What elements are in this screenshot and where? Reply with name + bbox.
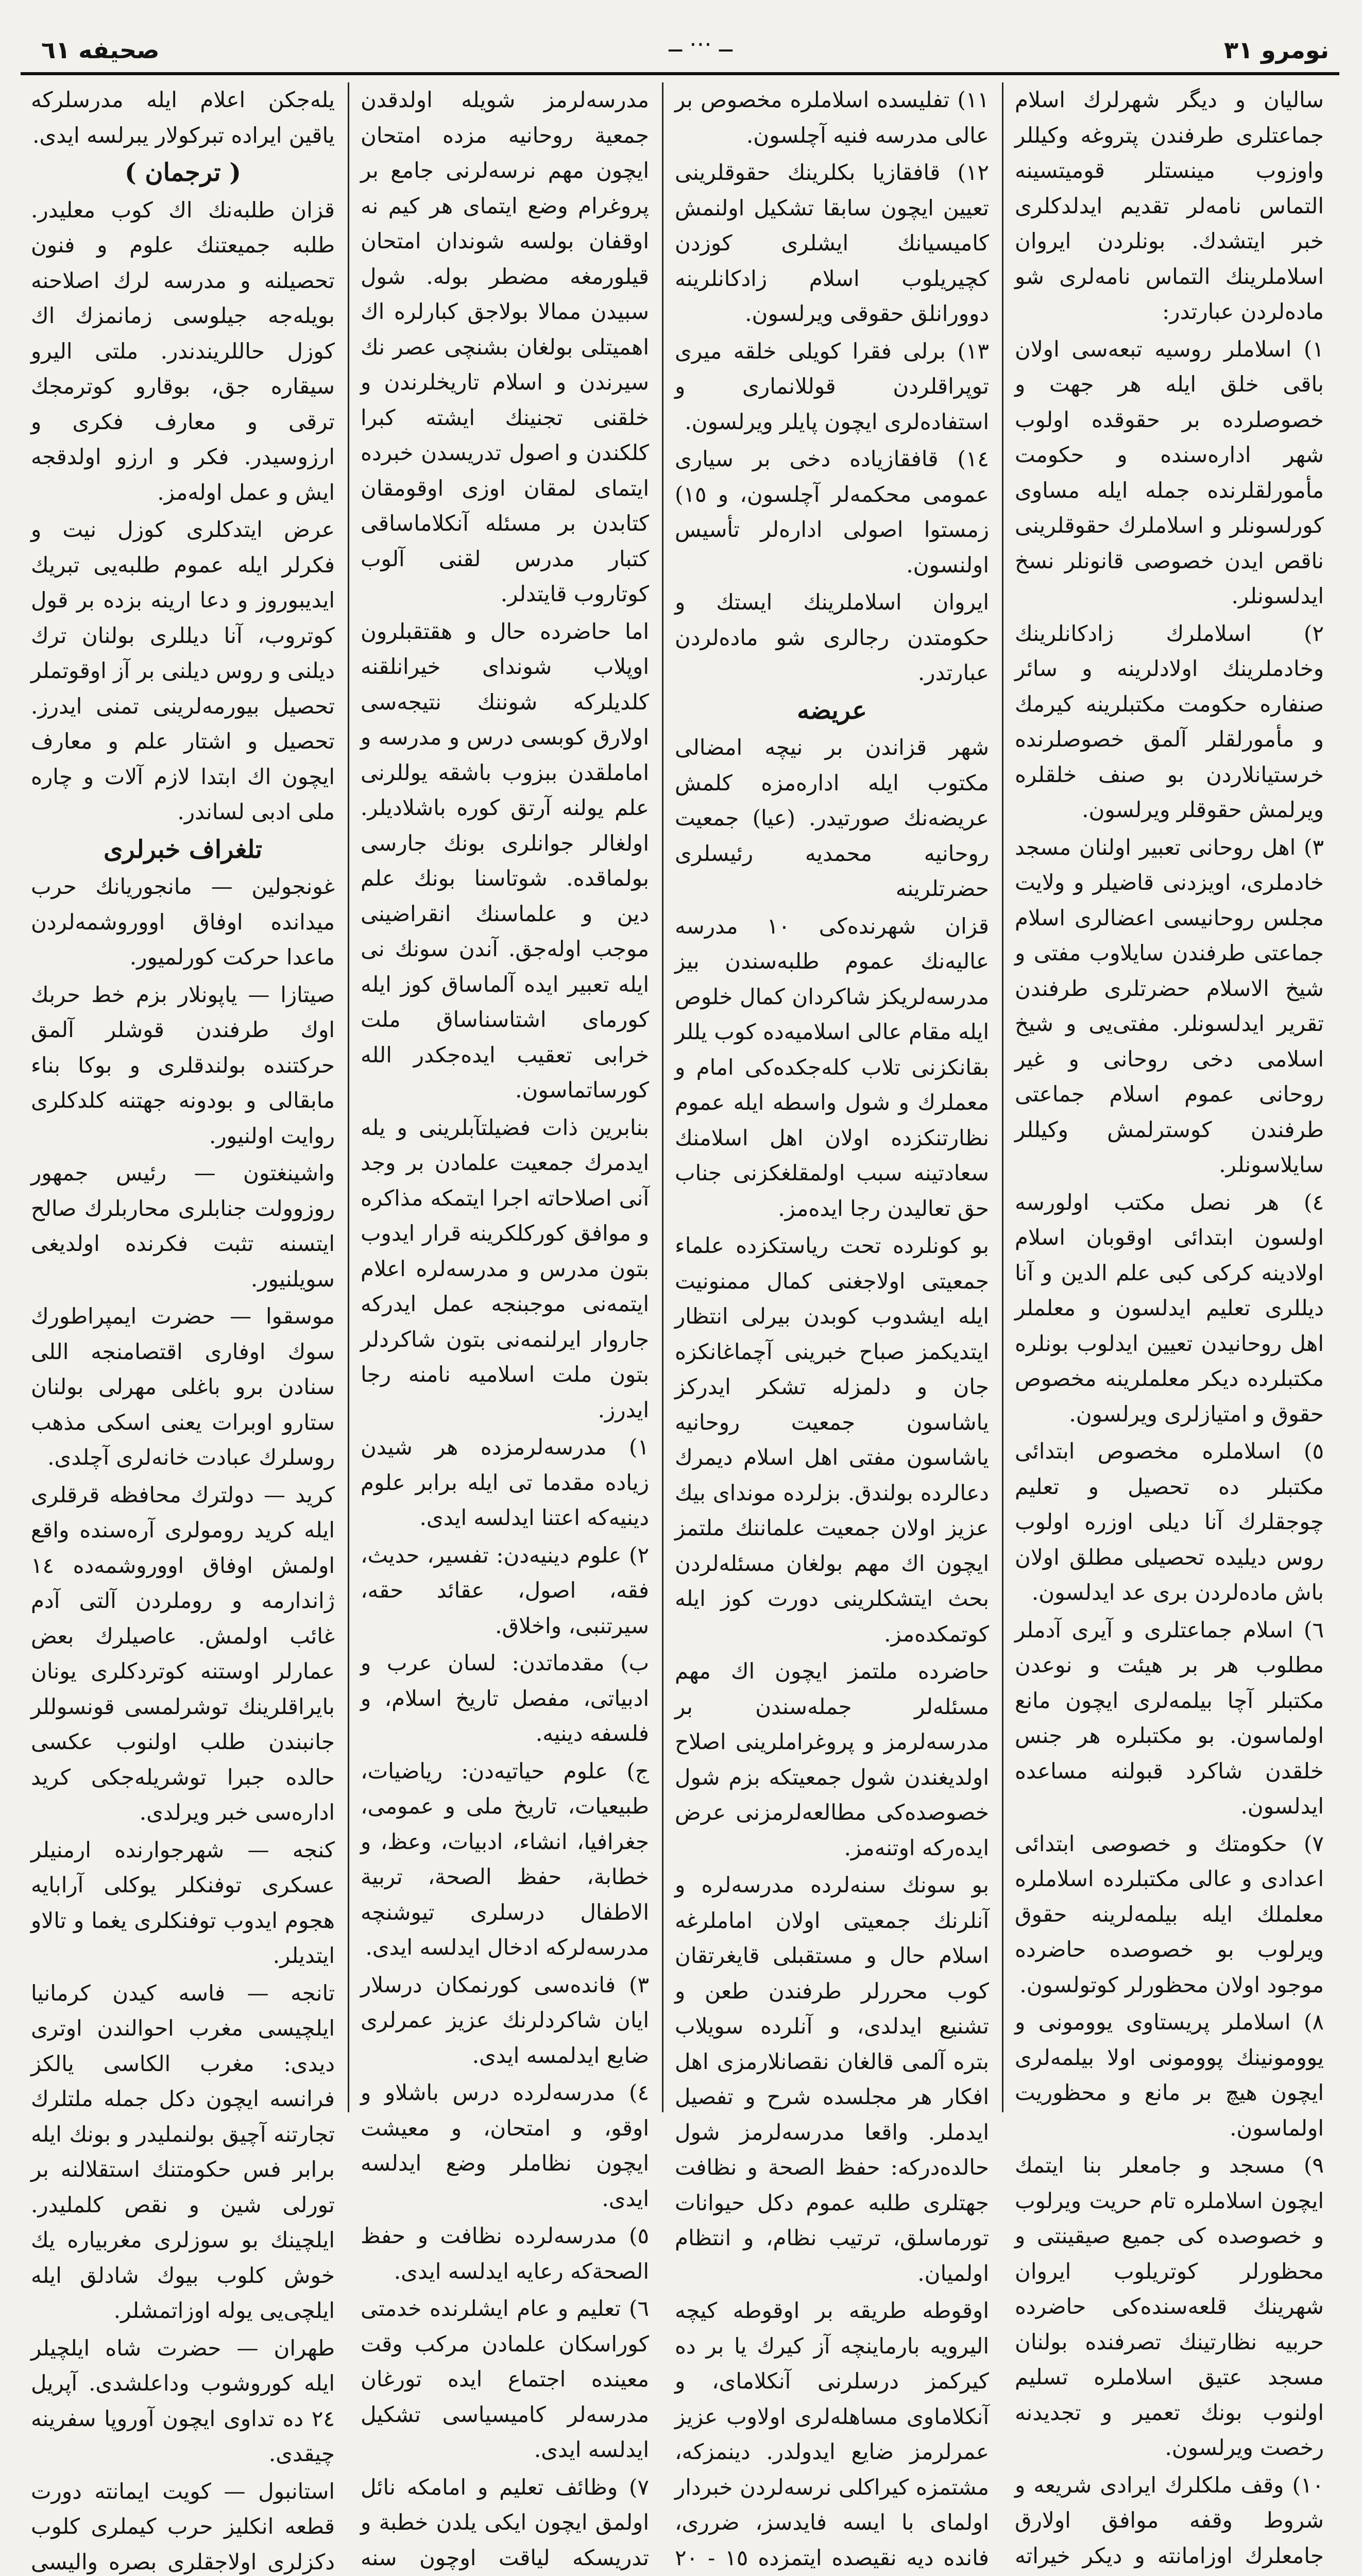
article-paragraph: واشینغتون — رئیس جمهور روزوولت جنابلری محاربلرك صالح ایتسنه تثبت فکرنده اولدیغی سویلنیور. [31, 1156, 335, 1297]
article-paragraph: اوقوطه طریقه بر اوقوطه کیچه الیرویه بارماینچه آز کیرك یا بر ده کیرکمز درسلرنی آنکلامای، و آنکلاماوی مساهله‌لری اولاوب عزیز عمرلرمز ضایع ایدولدر. دینمزکه، مشتمزه کیراکلی نرسه‌لردن خبردار اولمای با ایسه فایدسز، ضرری، فانده دیه نقیصده ایتمزده ١٥ - ٢٠ [675, 2293, 989, 2576]
column-4 [31, 82, 335, 2112]
masthead-ornament: ــ ⋯ ــ [587, 31, 814, 67]
article-paragraph: ١٠) وقف ملکلرك ایرادی شریعه و شروط وقفه موافق اولارق جامعلرك اوزامانته و دیکر خیراته [1015, 2468, 1324, 2576]
column-2 [675, 82, 989, 2112]
article-paragraph: ١٤) قافقازیاده دخی بر سیاری عمومی محکمه‌لر آچلسون، و ١٥) زمستوا اصولی اداره‌لر تأسیس اولنسون. [675, 442, 989, 583]
page-number: صحیفه ٦١ [41, 36, 160, 64]
section-heading: تلغراف خبرلری [31, 832, 335, 868]
article-paragraph: حاضرده ملتمز ایچون اك مهم مسئله‌لر جمله‌سندن بر مدرسه‌لرمز و پروغراملرینی اصلاح اولدیغندن شول جمعیتکه بزم شول خصوصده‌کی مطالعه‌لرمزنی عرض ایده‌رکه اوتنه‌مز. [675, 1654, 989, 1866]
section-heading: عریضه [675, 693, 989, 728]
article-paragraph: اما حاضرده حال و هقتقبلرون اوپلاب شوندای خیرانلقنه کلدیلرکه شوننك نتیجه‌سی اولارق کوبسی درس و مدرسه و اماملقدن ببزوب باشقه یوللرنی علم یولنه آرتق کوره باشلادیلر. اولغالر جوانلری بونك جارسی بولماقده. شوتاسنا بونك علم دین و علماسنك انقراضینی موجب اوله‌جق. آندن سونك نی ایله تعبیر ایده آلماساق کوز ایله کورمای اشتاسناساق ملت خرابی تعقیب ایده‌جکدر الله کورساتماسون. [361, 614, 649, 1108]
article-paragraph: ٤) مدرسه‌لرده درس باشلاو و اوقو، و امتحان، و معیشت ایچون نظاملر وضع ایدلسه ایدی. [361, 2075, 649, 2216]
article-paragraph: قزان طلبه‌نك اك کوب معلیدر. طلبه جمیعتنك علوم و فنون تحصیلنه و مدرسه لرك اصلاحنه بویله‌جه جیلوسی زمانمزك اك کوزل حاللریندندر. ملتی الیرو سیقاره جق، بوقارو کوترمجك ترقی و معارف فکری و ارزوسیدر. فکر و ارزو اولدقجه ایش و عمل اوله‌مز. [31, 193, 335, 511]
article-paragraph: ٨) اسلاملر پریستاوی یوومونی و یوومونینك پوومونی اولا بیلمه‌لری ایچون هیچ بر مانع و محظوریت اولماسون. [1015, 2005, 1324, 2146]
article-paragraph: استانبول — کویت ایمانته دورت قطعه انکلیز حرب کیملری کلوب دکزلری اولاجقلری بصره والیسی [31, 2474, 335, 2576]
article-paragraph: شهر قزاندن بر نیچه امضالی مکتوب ایله اداره‌مزه کلمش عریضه‌نك صورتیدر. (عیا) جمعیت روحانیه محمدیه رئیسلری حضرتلرینه [675, 730, 989, 907]
article-paragraph: غونجولین — مانجوریانك حرب میدانده اوفاق اووروشمه‌لردن ماعدا حرکت کورلمیور. [31, 869, 335, 975]
header-rule [21, 72, 1339, 75]
article-paragraph: ٧) وظائف تعلیم و امامکه نائل اولمق ایچون ایکی یلدن خطبة و تدریسکه لیاقت اوچون سنه [361, 2470, 649, 2576]
article-paragraph: ج) علوم حیاتیه‌دن: ریاضیات، طبیعیات، تاریخ ملی و عمومی، جغرافیا، انشاء، ادبیات، وعظ، و خطابة، حفظ الصحة، تربیة الاطفال درسلری تیوشنچه مدرسه‌لرکه ادخال ایدلسه ایدی. [361, 1754, 649, 1965]
article-paragraph: ایروان اسلاملرینك ایستك و حکومتدن رجالری شو ماده‌لردن عبارتدر. [675, 585, 989, 691]
article-paragraph: صیتازا — یاپونلار بزم خط حربك اوك طرفندن قوشلر آلمق حرکتنده بولندقلری و بوکا بناء مابقالی و بودونه جهتنه کلدکلری روایت اولنیور. [31, 977, 335, 1154]
article-paragraph: ٣) اهل روحانی تعبیر اولنان مسجد خادملری، اویزدنی قاضیلر و ولایت مجلس روحانیسی اعضالری اسلام جماعتی طرفندن سایلاوب مفتی و شیخ الاسلام حضرتلری طرفندن تقریر ایدلسونلر. مفتی‌یی و شیخ اسلامی دخی روحانی و غیر روحانی عموم اسلام جماعتی طرفندن کوسترلمش وکیللر سایلاسونلر. [1015, 830, 1324, 1183]
article-paragraph: طهران — حضرت شاه ایلچیلر ایله کوروشوب وداعلشدی. آپریل ٢٤ ده تداوی ایچون آوروپا سفرینه چیقدی. [31, 2331, 335, 2472]
article-paragraph: ١) مدرسه‌لرمزده هر شیدن زیاده مقدما تی ایله برابر علوم دینیه‌که اعتنا ایدلسه ایدی. [361, 1430, 649, 1536]
page-header [21, 15, 1339, 77]
article-paragraph: ٢) اسلاملرك زادکانلرینك وخادملرینك اولادلرینه و سائر صنفاره حکومت مکتبلرینه کیرمك و مأمورلقلر آلمق خصوصلرنده خرستیانلاردن بو صنف خلقلره ویرلمش حقوقلر ویرلسون. [1015, 616, 1324, 828]
article-paragraph: سالیان و دیگر شهرلرك اسلام جماعتلری طرفندن پتروغه وکیللر واوزوب مینستلر قومیتسینه التماس نامه‌لر تقدیم ایدلدکلری خبر ایتشدك. بونلردن ایروان اسلاملرینك التماس نامه‌لری شو ماده‌لردن عبارتدر: [1015, 82, 1324, 330]
article-paragraph: قزان شهرنده‌کی ١٠ مدرسه عالیه‌نك عموم طلبه‌سندن بیز مدرسه‌لریکز شاکردان کمال خلوص ایله مقام عالی اسلامیه‌ده کوب یللر بقانکزنی تلاب کله‌جکده‌کی امام و معملرك و شول واسطه ایله عموم نظارتنکزده اولان اهل اسلامنك سعادتینه سبب اولمقلغکزنی جناب حق تعالیدن رجا ایده‌مز. [675, 909, 989, 1227]
article-paragraph: ١) اسلاملر روسیه تبعه‌سی اولان باقی خلق ایله هر جهت و خصوصلرده بر حقوقده اولوب شهر اداره‌سنده و حکومت مأمورلقلرنده جمله ایله مساوی کورلسونلر و اسلاملرك حقوقلرینی ناقص ایدن خصوصی قانونلر نسخ ایدلسونلر. [1015, 332, 1324, 614]
column-1 [1015, 82, 1324, 2112]
article-paragraph: ٢) علوم دینیه‌دن: تفسیر، حدیث، فقه، اصول، عقائد حقه، سیرتنبی، واخلاق. [361, 1538, 649, 1644]
article-paragraph: ٩) مسجد و جامعلر بنا ایتمك ایچون اسلاملره تام حریت ویرلوب و خصوصده کی جمیع صیقینتی و محظورلر کوتریلوب ایروان شهرینك قلعه‌سنده‌کی حاضرده حربیه نظارتینك تصرفنده بولنان مسجد عتیق اسلاملره تسلیم اولنوب بونك تعمیر و تجدیدنه رخصت ویرلسون. [1015, 2148, 1324, 2466]
section-heading: ( ترجمان ) [31, 155, 335, 191]
article-paragraph: تانجه — فاسه کیدن کرمانیا ایلچیسی مغرب احوالندن اوتری دیدی: مغرب الکاسی یالکز فرانسه ایچون دکل جمله ملتلرك تجارتنه آچیق بولنملیدر و بونك ایله برابر فس حکومتنك استقلالنه بر تورلی شین و نقص کلملیدر. ایلچینك بو سوزلری مغربیاره یك خوش کلوب بیوك شادلق ایله ایلچی‌یی یوله اوزاتمشلر. [31, 1976, 335, 2329]
article-paragraph: عرض ایتدکلری کوزل نیت و فکرلر ایله عموم طلبه‌یی تبریك ایدیبوروز و دعا ارینه بزده بر قول کوتروب، آنا دیللری بولنان ترك دیلنی و روس دیلنی بر آز اوقوتملر تحصیل بیورمه‌لرینی تمنی ایدرز. تحصیل و اشتار علم و معارف ایچون اك ابتدا لازم آلات و چاره ملی ادبی لساندر. [31, 512, 335, 830]
article-paragraph: ١٢) قافقازیا بکلرینك حقوقلرینی تعیین ایچون سابقا تشکیل اولنمش کامیسیانك ایشلری کوزدن کچیریلوب اسلام زادکانلرینه دوورانلق حقوقی ویرلسون. [675, 155, 989, 332]
article-paragraph: مدرسه‌لرمز شویله اولدقدن جمعیة روحانیه مزده امتحان ایچون مهم نرسه‌لرنی جامع بر پروغرام وضع ایتمای هر کیم نه اوقفان بولسه شوندان امتحان قیلورمغه مضطر بوله. شول سبیدن ممالا بولاجق کبارلره اك اهمیتلی بولغان بشنچی عصر نك سیرندن و اسلام تاریخلرندن و خلقنی تجنینك ایشته کبرا کلکندن و اصول تدریسدن خبرده ایتمای لمقان اوزی اوقومقان کتابدن بر مسئله آنکلاماساقی کتبار مدرس لقنی آلوب کوتاروب قایتدلر. [361, 82, 649, 612]
article-paragraph: کنجه — شهرجوارنده ارمنیلر عسکری توفنکلر یوکلی آرابایه هجوم ایدوب توفنکلری یغما و تالاو ایتدیلر. [31, 1833, 335, 1974]
article-paragraph: ١٣) برلی فقرا کویلی خلقه میری توپراقلردن قوللانماری و استفاده‌لری ایچون پایلر ویرلسون. [675, 334, 989, 440]
article-paragraph: ٣) فانده‌سی کورنمکان درسلار ایان شاکردلرنك عزیز عمرلری ضایع ایدلمسه ایدی. [361, 1968, 649, 2074]
column-divider [662, 82, 663, 2112]
article-paragraph: ٤) هر نصل مکتب اولورسه اولسون ابتدائی اوقوبان اسلام اولادینه کرکی کبی علم الدین و آنا دیللری تعلیم ایدلسون و معلملر اهل روحانیدن تعیین ایدلوب بونلره مکتبلرده دیکر معلملرینه مخصوص حقوق و امتیازلری ویرلسون. [1015, 1185, 1324, 1432]
article-paragraph: ب) مقدماتدن: لسان عرب و ادبیاتی، مفصل تاریخ اسلام، و فلسفه دینیه. [361, 1646, 649, 1752]
article-paragraph: ١١) تفلیسده اسلاملره مخصوص بر عالی مدرسه فنیه آچلسون. [675, 82, 989, 153]
article-paragraph: بو کونلرده تحت ریاستکزده علماء جمعیتی اولاجغنی کمال ممنونیت ایله ایشدوب کوبدن بیرلی انتظار ایتدیکمز صباح خبرینی آچماغانکزه جان و دلمزله تشکر ایدرکز یاشاسون جمعیت روحانیه یاشاسون مفتی اهل اسلام دیمرك دعالرده بولندق. بزلرده موندای بیك عزیز اولان جمعیت علماننك ملتمز ایچون اك مهم بولغان مسئله‌لردن بحث ایتشکلرینی دورت کوز ایله کوتمکده‌مز. [675, 1228, 989, 1652]
article-paragraph: ٥) مدرسه‌لرده نظافت و حفظ الصحة‌که رعایه ایدلسه ایدی. [361, 2218, 649, 2289]
article-paragraph: یله‌جکن اعلام ایله مدرسلرکه یاقین ایراده تبرکولار یبرلسه ایدی. [31, 82, 335, 153]
article-paragraph: ٧) حکومتك و خصوصی ابتدائی اعدادی و عالی مکتبلرده اسلاملره معلملك ایله بیلمه‌لرینه حقوق ویرلوب بو خصوصده حاضرده موجود اولان محظورلر کوتولسون. [1015, 1826, 1324, 2003]
issue-number: نومرو ٣١ [1224, 36, 1329, 64]
article-paragraph: ٦) تعلیم و عام ایشلرنده خدمتی کوراسکان علمادن مرکب وقت معینده اجتماع ایده تورغان مدرسه‌لر کامیسیاسی تشکیل ایدلسه ایدی. [361, 2291, 649, 2468]
article-paragraph: بنابرین ذات فضیلتآبلرینی و یله ایدمرك جمعیت علمادن بر وجد آنی اصلاحاته اجرا ایتمکه مذاکره و موافق کورکلکرینه قرار ایدوب بتون مدرس و مدرسه‌لره اعلام ایتمه‌نی موجبنجه عمل ایدرکه جاروار ایرلنمه‌نی بتون شاکردلر بتون ملت اسلامیه نامنه رجا ایدرز. [361, 1110, 649, 1428]
column-divider [348, 82, 349, 2112]
column-3 [361, 82, 649, 2112]
article-paragraph: کرید — دولترك محافظه قرقلری ایله کرید رومولری آره‌سنده واقع اولمش اوفاق اووروشمه‌ده ١٤ ژاندارمه و روملردن آلتی آدم غائب اولمش. عاصیلرك بعض عمارلر اوستنه کوتردکلری یونان بایراقلرینك توشرلمسی قونسوللر جانبندن طلب اولنوب عکسی حالده جبرا توشریله‌جکی کرید اداره‌سی خبر ویرلدی. [31, 1478, 335, 1831]
article-paragraph: موسقوا — حضرت ایمپراطورك سوك اوفاری اقتصامنجه اللی سنادن برو باغلی مهرلی بولنان ستارو اوبرات یعنی اسکی مذهب روسلرك عبادت خانه‌لری آچلدی. [31, 1299, 335, 1476]
article-paragraph: بو سونك سنه‌لرده مدرسه‌لره و آنلرنك جمعیتی اولان اماملرغه اسلام حال و مستقبلی قایغرتقان کوب محررلر طرفندن طعن و تشنیع ایدلدی، و آنلرده سویلاب بتره آلمی قالغان نقصانلارمزی اهل افکار هر مجلسده شرح و تفصیل ایدملر. واقعا مدرسه‌لرمز شول حالده‌درکه: حفظ الصحة و نظافت جهتلری طلبه عموم دکل حیوانات تورماسلق، ترتیب نظام، و انتظام اولمیان. [675, 1868, 989, 2291]
article-paragraph: ٥) اسلاملره مخصوص ابتدائی مکتبلر ده تحصیل و تعلیم چوجقلرك آنا دیلی اوزره اولوب روس دیلیده تحصیلی مطلق اولان باش ماده‌لردن بری عد ایدلسون. [1015, 1434, 1324, 1611]
column-divider [1002, 82, 1003, 2112]
article-paragraph: ٦) اسلام جماعتلری و آیری آدملر مطلوب هر بر هیئت و نوعدن مکتبلر آچا بیلمه‌لری ایچون مانع اولماسون. بو مکتبلره هر جنس خلقدن شاکرد قبولنه مساعده ایدلسون. [1015, 1613, 1324, 1824]
